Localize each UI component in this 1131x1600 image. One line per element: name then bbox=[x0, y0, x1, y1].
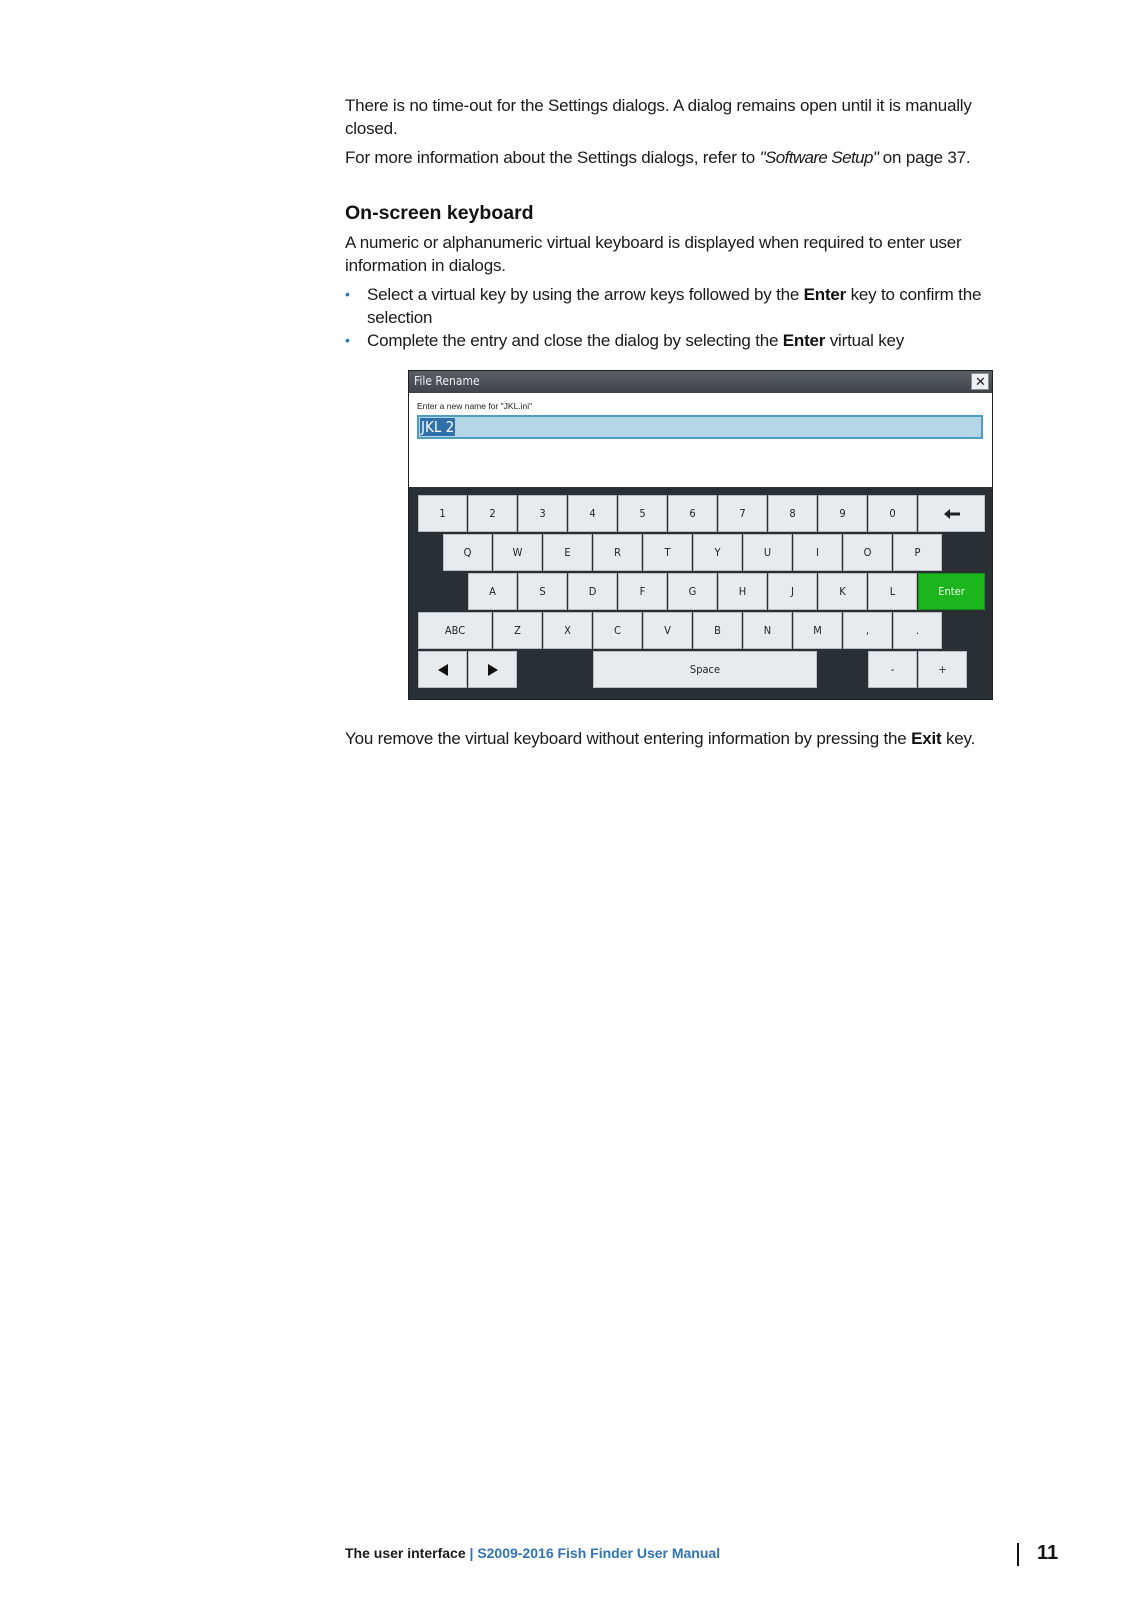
cursor-left-key[interactable] bbox=[418, 651, 467, 688]
bullet-bold: Enter bbox=[803, 285, 847, 304]
key-f[interactable]: F bbox=[618, 573, 667, 610]
close-button[interactable] bbox=[971, 373, 989, 390]
key-4[interactable]: 4 bbox=[568, 495, 617, 532]
bullet-bold: Enter bbox=[782, 331, 826, 350]
footer-section: The user interface bbox=[345, 1545, 466, 1561]
cursor-right-key[interactable] bbox=[468, 651, 517, 688]
abc-key[interactable]: ABC bbox=[418, 612, 492, 649]
key-2[interactable]: 2 bbox=[468, 495, 517, 532]
bullet-text: Select a virtual key by using the arrow keys followed by the bbox=[367, 285, 804, 304]
exit-text: You remove the virtual keyboard without entering information by pressing the bbox=[345, 729, 912, 748]
triangle-left-icon bbox=[437, 664, 449, 676]
key-comma[interactable]: , bbox=[843, 612, 892, 649]
filename-input[interactable] bbox=[417, 415, 983, 439]
exit-text-end: key. bbox=[941, 729, 976, 748]
triangle-right-icon bbox=[487, 664, 499, 676]
key-l[interactable]: L bbox=[868, 573, 917, 610]
bullet-item bbox=[345, 329, 1025, 352]
key-b[interactable]: B bbox=[693, 612, 742, 649]
key-c[interactable]: C bbox=[593, 612, 642, 649]
key-u[interactable]: U bbox=[743, 534, 792, 571]
key-5[interactable]: 5 bbox=[618, 495, 667, 532]
key-w[interactable]: W bbox=[493, 534, 542, 571]
key-x[interactable]: X bbox=[543, 612, 592, 649]
key-g[interactable]: G bbox=[668, 573, 717, 610]
bullet-item bbox=[345, 283, 1025, 329]
key-y[interactable]: Y bbox=[693, 534, 742, 571]
key-9[interactable]: 9 bbox=[818, 495, 867, 532]
backspace-arrow-icon bbox=[944, 509, 960, 519]
key-e[interactable]: E bbox=[543, 534, 592, 571]
rename-prompt: Enter a new name for "JKL.ini" bbox=[417, 401, 533, 411]
bullet-text-end: key to confirm the selection bbox=[367, 285, 982, 327]
minus-key[interactable]: - bbox=[868, 651, 917, 688]
key-m[interactable]: M bbox=[793, 612, 842, 649]
dialog-title: File Rename bbox=[414, 374, 480, 388]
key-v[interactable]: V bbox=[643, 612, 692, 649]
dialog-body bbox=[409, 393, 992, 487]
section-intro: A numeric or alphanumeric virtual keyboard is displayed when required to enter user information in dialogs. bbox=[345, 233, 962, 275]
key-o[interactable]: O bbox=[843, 534, 892, 571]
key-k[interactable]: K bbox=[818, 573, 867, 610]
key-s[interactable]: S bbox=[518, 573, 567, 610]
paragraph-exit bbox=[345, 727, 1045, 750]
paragraph-timeout: There is no time-out for the Settings dialogs. A dialog remains open until it is manually closed. bbox=[345, 96, 972, 138]
key-p[interactable]: P bbox=[893, 534, 942, 571]
cross-reference-link[interactable]: "Software Setup" bbox=[759, 148, 879, 167]
dialog-titlebar bbox=[409, 371, 992, 393]
plus-key[interactable]: + bbox=[918, 651, 967, 688]
key-3[interactable]: 3 bbox=[518, 495, 567, 532]
section-heading: On-screen keyboard bbox=[345, 202, 534, 224]
page-number-bar bbox=[1017, 1543, 1019, 1566]
key-7[interactable]: 7 bbox=[718, 495, 767, 532]
more-info-text: For more information about the Settings dialogs, refer to bbox=[345, 148, 760, 167]
key-i[interactable]: I bbox=[793, 534, 842, 571]
key-q[interactable]: Q bbox=[443, 534, 492, 571]
key-8[interactable]: 8 bbox=[768, 495, 817, 532]
key-0[interactable]: 0 bbox=[868, 495, 917, 532]
key-d[interactable]: D bbox=[568, 573, 617, 610]
filename-input-value: JKL 2 bbox=[421, 418, 455, 436]
bullet-marker: • bbox=[345, 286, 350, 302]
space-key[interactable]: Space bbox=[593, 651, 817, 688]
page-content bbox=[345, 94, 1025, 352]
page-number: 11 bbox=[1037, 1542, 1059, 1564]
footer-manual-title: S2009-2016 Fish Finder User Manual bbox=[477, 1545, 721, 1561]
key-r[interactable]: R bbox=[593, 534, 642, 571]
key-h[interactable]: H bbox=[718, 573, 767, 610]
key-n[interactable]: N bbox=[743, 612, 792, 649]
key-j[interactable]: J bbox=[768, 573, 817, 610]
key-z[interactable]: Z bbox=[493, 612, 542, 649]
file-rename-dialog bbox=[408, 370, 993, 700]
exit-key-bold: Exit bbox=[911, 729, 942, 748]
key-a[interactable]: A bbox=[468, 573, 517, 610]
more-info-page: on page 37. bbox=[878, 148, 971, 167]
enter-key[interactable]: Enter bbox=[918, 573, 985, 610]
key-t[interactable]: T bbox=[643, 534, 692, 571]
paragraph-more-info bbox=[345, 146, 1025, 169]
page-footer bbox=[345, 1545, 720, 1561]
bullet-list bbox=[345, 283, 1025, 352]
bullet-text-end: virtual key bbox=[825, 331, 905, 350]
key-period[interactable]: . bbox=[893, 612, 942, 649]
close-icon: ✕ bbox=[975, 374, 986, 389]
bullet-text: Complete the entry and close the dialog by selecting the bbox=[367, 331, 783, 350]
key-6[interactable]: 6 bbox=[668, 495, 717, 532]
footer-separator: | bbox=[469, 1545, 474, 1561]
key-1[interactable]: 1 bbox=[418, 495, 467, 532]
bullet-marker: • bbox=[345, 332, 350, 348]
backspace-key[interactable] bbox=[918, 495, 985, 532]
